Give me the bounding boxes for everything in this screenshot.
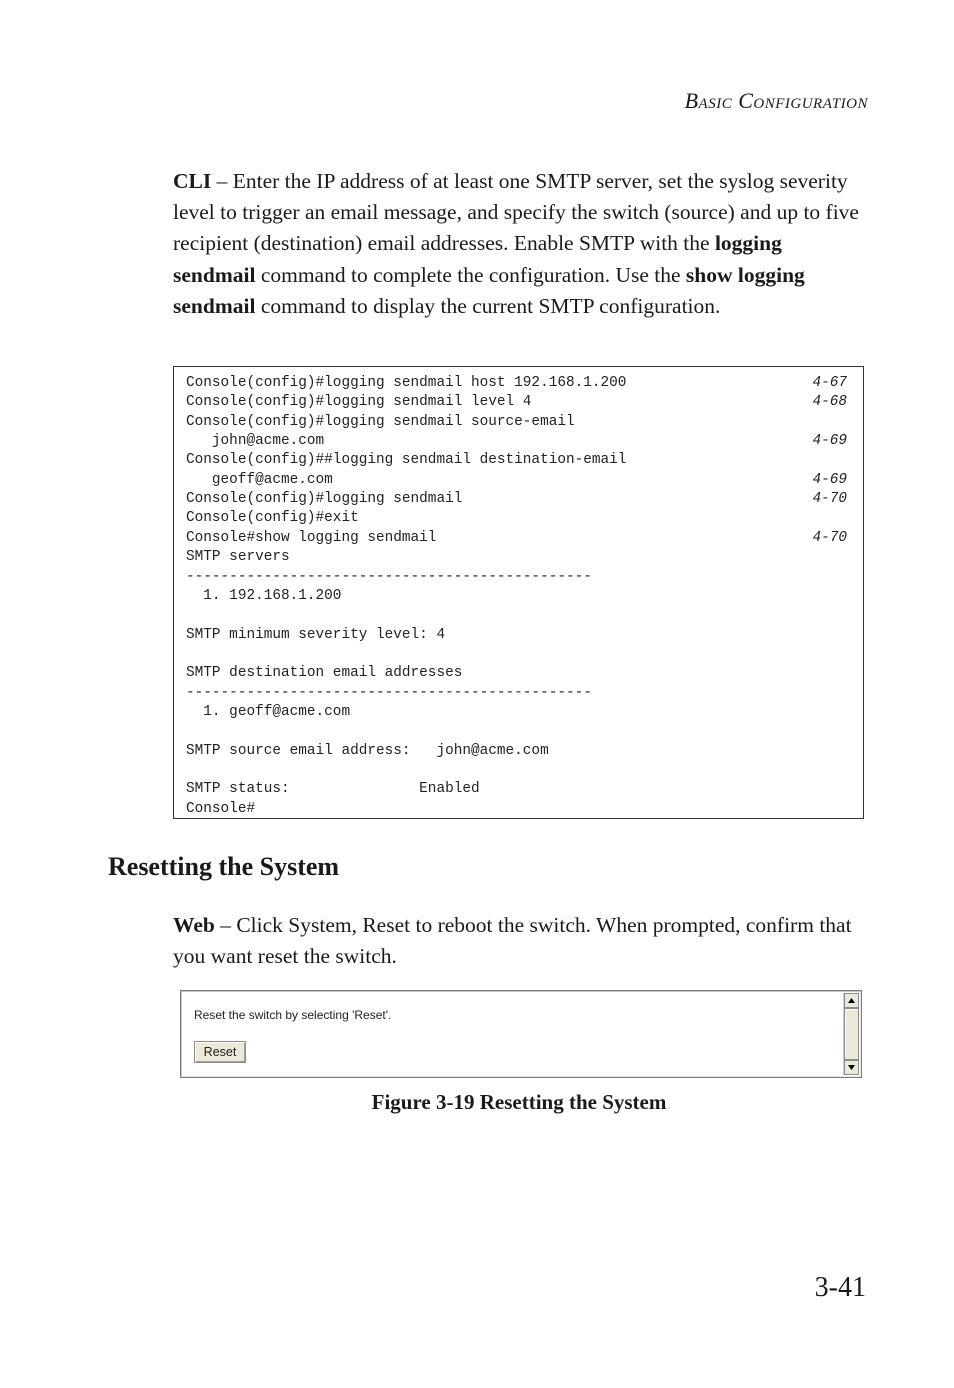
code-command: SMTP servers xyxy=(186,549,290,566)
code-command: SMTP status: Enabled xyxy=(186,781,480,798)
web-paragraph xyxy=(173,910,865,972)
code-line xyxy=(186,722,847,741)
reset-button[interactable]: Reset xyxy=(194,1041,246,1063)
cli-text-3: command to display the current SMTP configuration. xyxy=(255,293,721,318)
code-line xyxy=(186,587,847,606)
code-line xyxy=(186,509,847,528)
page-reference: 4-69 xyxy=(812,433,847,450)
code-line xyxy=(186,626,847,645)
page-reference: 4-70 xyxy=(812,491,847,508)
code-command: Console# xyxy=(186,800,256,817)
cli-text-2: command to complete the configuration. Use the xyxy=(255,262,686,287)
code-line xyxy=(186,742,847,761)
page-reference: 4-70 xyxy=(812,529,847,546)
section-title: Resetting the System xyxy=(108,852,340,881)
code-line xyxy=(186,684,847,703)
arrow-down-icon xyxy=(848,1065,855,1070)
code-line xyxy=(186,413,847,432)
code-command: john@acme.com xyxy=(186,433,325,450)
code-line xyxy=(186,606,847,625)
code-command: SMTP minimum severity level: 4 xyxy=(186,626,446,643)
code-command: Console(config)#logging sendmail source-email xyxy=(186,413,575,430)
cli-paragraph xyxy=(173,166,865,322)
figure-caption: Figure 3-19 Resetting the System xyxy=(371,1090,667,1114)
cli-command-show-logging-sendmail: show logging sendmail xyxy=(173,262,805,318)
code-command: Console(config)#logging sendmail host 192.168.1.200 xyxy=(186,375,627,391)
page-reference: 4-69 xyxy=(812,471,847,488)
code-command: Console(config)#logging sendmail level 4 xyxy=(186,394,532,411)
code-line xyxy=(186,374,847,393)
cli-text-1: – Enter the IP address of at least one SMTP server, set the syslog severity level to trigger an email message, and specify the switch (source) and up to five recipient (destination) email addresses. Enable SMTP with the xyxy=(173,169,859,256)
code-line xyxy=(186,393,847,412)
code-line xyxy=(186,664,847,683)
code-command: SMTP destination email addresses xyxy=(186,665,463,682)
code-command: SMTP source email address: john@acme.com xyxy=(186,742,549,759)
scroll-thumb[interactable] xyxy=(844,1008,859,1060)
reset-instruction-text: Reset the switch by selecting 'Reset'. xyxy=(194,1008,392,1022)
code-line xyxy=(186,529,847,548)
code-command: 1. 192.168.1.200 xyxy=(186,587,342,604)
code-command: ----------------------------------------------- xyxy=(186,568,592,585)
code-line xyxy=(186,548,847,567)
code-command: Console(config)##logging sendmail destination-email xyxy=(186,452,627,469)
page-reference: 4-67 xyxy=(812,375,847,391)
code-line xyxy=(186,645,847,664)
code-line xyxy=(186,490,847,509)
arrow-up-icon xyxy=(848,998,855,1003)
code-command: Console(config)#logging sendmail xyxy=(186,491,463,508)
code-line xyxy=(186,761,847,780)
scroll-up-button[interactable] xyxy=(844,993,859,1008)
running-header: Basic Configuration xyxy=(684,88,868,113)
vertical-scrollbar[interactable] xyxy=(843,993,859,1075)
code-command: ----------------------------------------------- xyxy=(186,684,592,701)
web-lead: Web xyxy=(173,913,215,937)
scroll-down-button[interactable] xyxy=(844,1060,859,1075)
cli-command-logging-sendmail: logging sendmail xyxy=(173,231,782,287)
code-line xyxy=(186,703,847,722)
code-line xyxy=(186,471,847,490)
cli-code-example xyxy=(173,366,864,819)
code-command: Console(config)#exit xyxy=(186,510,359,527)
code-line xyxy=(186,780,847,799)
code-line xyxy=(186,568,847,587)
code-command: Console#show logging sendmail xyxy=(186,529,437,546)
code-line xyxy=(186,432,847,451)
page-reference: 4-68 xyxy=(812,394,847,411)
code-line xyxy=(186,451,847,470)
cli-lead: CLI xyxy=(173,169,212,193)
code-line xyxy=(186,800,847,819)
code-command: geoff@acme.com xyxy=(186,471,333,488)
web-text: – Click System, Reset to reboot the switch. When prompted, confirm that you want reset the switch. xyxy=(173,913,852,969)
page-number: 3-41 xyxy=(814,1272,866,1303)
code-command: 1. geoff@acme.com xyxy=(186,703,351,720)
reset-web-panel xyxy=(180,990,862,1078)
